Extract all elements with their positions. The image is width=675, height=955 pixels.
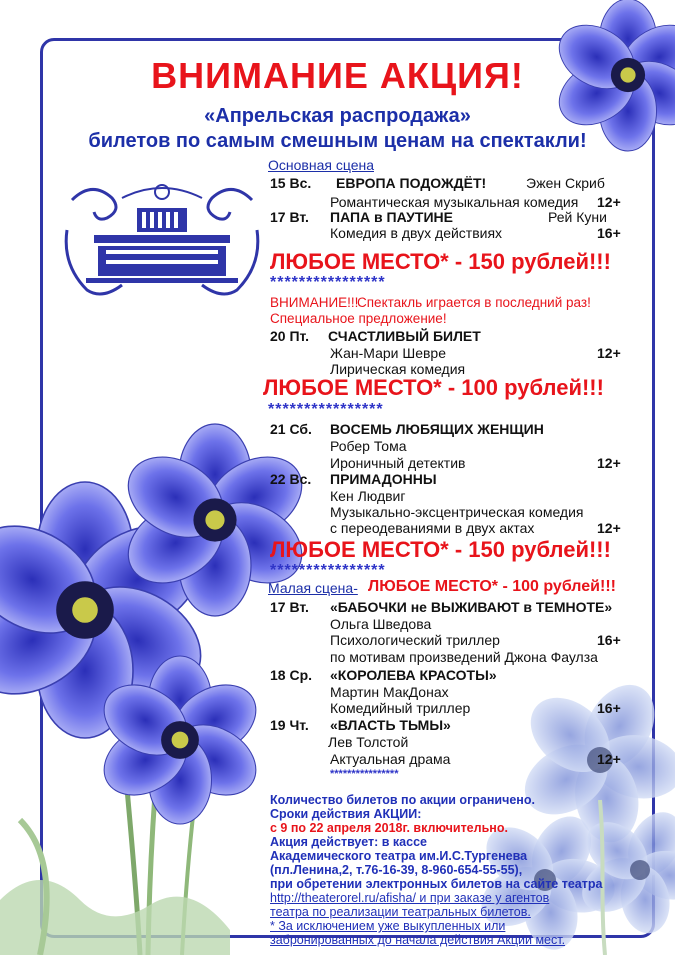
footer-line: (пл.Ленина,2, т.76-16-39, 8-960-654-55-55), [270, 863, 523, 877]
show-date: 21 Сб. [270, 421, 312, 437]
price-offer: ЛЮБОЕ МЕСТО* - 100 рублей!!! [368, 578, 616, 595]
footer-line: при обретении электронных билетов на сайте театра [270, 877, 603, 891]
show-author: Кен Людвиг [330, 488, 406, 504]
show-title: ПРИМАДОННЫ [330, 471, 437, 487]
show-date: 18 Ср. [270, 667, 313, 683]
footer-line: Количество билетов по акции ограничено. [270, 793, 535, 807]
show-genre: Лирическая комедия [330, 361, 466, 377]
show-age-rating: 12+ [597, 520, 621, 536]
show-genre: Ироничный детектив [330, 455, 466, 471]
page-title: ВНИМАНИЕ АКЦИЯ! [151, 55, 524, 96]
show-author: Ольга Шведова [330, 616, 432, 632]
show-age-rating: 12+ [597, 194, 621, 210]
subtitle-description: билетов по самым смешным ценам на спектакли! [88, 130, 587, 152]
show-genre: с переодеваниями в двух актах [330, 520, 535, 536]
show-title: «ВЛАСТЬ ТЬМЫ» [330, 717, 451, 733]
show-genre: Музыкально-эксцентрическая комедия [330, 504, 584, 520]
small-stage-heading: Малая сцена- [268, 580, 358, 596]
show-date: 17 Вт. [270, 599, 309, 615]
price-offer: ЛЮБОЕ МЕСТО* - 100 рублей!!! [263, 375, 604, 400]
show-author: Робер Тома [330, 438, 407, 454]
footer-website-link[interactable]: http://theaterorel.ru/afisha/ и при заказе у агентов [270, 891, 550, 905]
footer-disclaimer: * За исключением уже выкупленных или [270, 919, 506, 933]
show-genre: Комедийный триллер [330, 700, 471, 716]
show-age-rating: 16+ [597, 225, 621, 241]
main-stage-heading: Основная сцена [268, 157, 374, 173]
footer-dates: с 9 по 22 апреля 2018г. включительно. [270, 821, 508, 835]
show-title: ЕВРОПА ПОДОЖДЁТ! [336, 175, 487, 191]
subtitle-sale-name: «Апрельская распродажа» [204, 105, 471, 127]
show-age-rating: 12+ [597, 455, 621, 471]
show-date: 19 Чт. [270, 717, 309, 733]
show-genre: Психологический триллер [330, 632, 500, 648]
price-offer: ЛЮБОЕ МЕСТО* - 150 рублей!!! [270, 249, 611, 274]
theater-building-emblem [62, 180, 262, 305]
show-age-rating: 16+ [597, 700, 621, 716]
show-author: Рей Куни [548, 209, 607, 225]
notice-label: ВНИМАНИЕ!!! [270, 295, 359, 310]
show-title: «КОРОЛЕВА КРАСОТЫ» [330, 667, 497, 683]
show-date: 17 Вт. [270, 209, 309, 225]
footer-line: Акция действует: в кассе [270, 835, 427, 849]
show-title: ВОСЕМЬ ЛЮБЯЩИХ ЖЕНЩИН [330, 421, 544, 437]
show-title: СЧАСТЛИВЫЙ БИЛЕТ [328, 328, 481, 344]
separator-stars: **************** [330, 768, 399, 780]
footer-line: Сроки действия АКЦИИ: [270, 807, 422, 821]
show-date: 20 Пт. [270, 328, 310, 344]
show-date: 22 Вс. [270, 471, 312, 487]
show-genre: Комедия в двух действиях [330, 225, 503, 241]
show-note: по мотивам произведений Джона Фаулза [330, 649, 598, 665]
show-age-rating: 12+ [597, 751, 621, 767]
special-offer-label: Специальное предложение! [270, 311, 447, 326]
show-author: Жан-Мари Шевре [330, 345, 446, 361]
notice-text: Спектакль играется в последний раз! [357, 295, 591, 310]
show-age-rating: 12+ [597, 345, 621, 361]
show-genre: Романтическая музыкальная комедия [330, 194, 579, 210]
separator-stars: **************** [268, 401, 384, 418]
show-title: ПАПА в ПАУТИНЕ [330, 209, 453, 225]
show-title: «БАБОЧКИ не ВЫЖИВАЮТ в ТЕМНОТЕ» [330, 599, 613, 615]
show-age-rating: 16+ [597, 632, 621, 648]
footer-line: театра по реализации театральных билетов. [270, 905, 531, 919]
separator-stars: **************** [270, 274, 386, 291]
price-offer: ЛЮБОЕ МЕСТО* - 150 рублей!!! [270, 537, 611, 562]
show-author: Мартин МакДонах [330, 684, 449, 700]
show-date: 15 Вс. [270, 175, 312, 191]
footer-line: Академического театра им.И.С.Тургенева [270, 849, 528, 863]
show-author: Эжен Скриб [526, 175, 605, 191]
footer-disclaimer: забронированных до начала действия Акции мест. [270, 933, 566, 947]
show-author: Лев Толстой [328, 734, 409, 750]
show-genre: Актуальная драма [330, 751, 451, 767]
separator-stars: **************** [270, 562, 386, 579]
